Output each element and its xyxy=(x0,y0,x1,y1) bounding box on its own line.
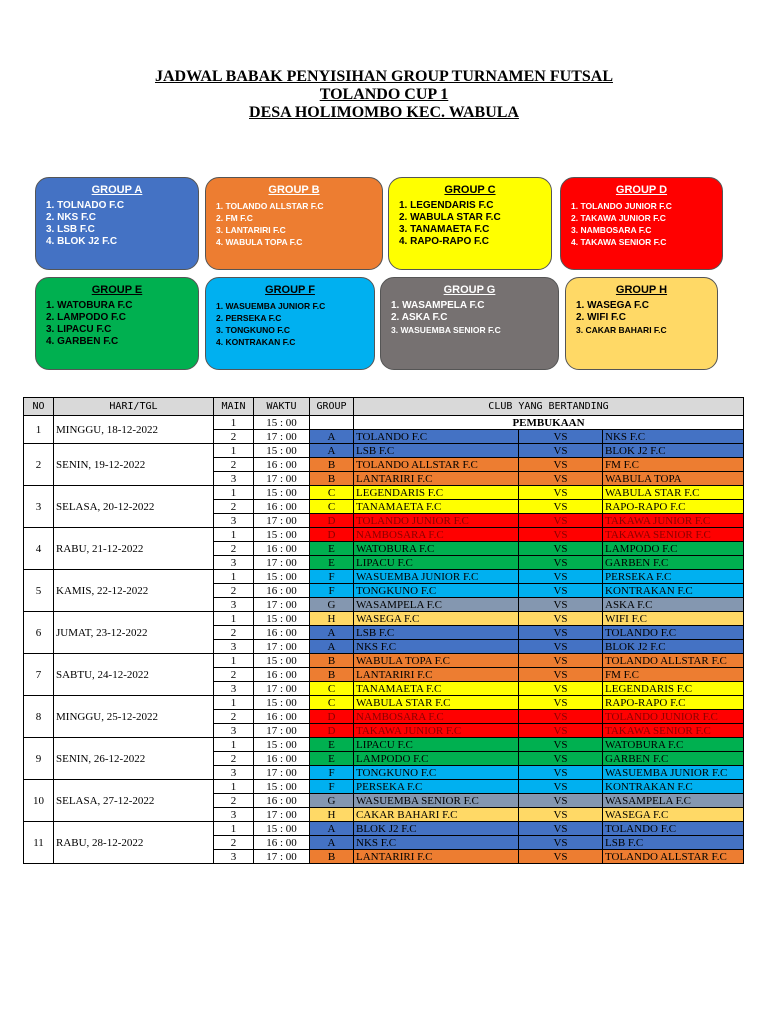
table-row xyxy=(24,444,744,458)
day-date: RABU, 28-12-2022 xyxy=(54,822,214,864)
away-team: WIFI F.C xyxy=(603,612,744,626)
table-row xyxy=(24,696,744,710)
vs-label: VS xyxy=(519,612,603,626)
match-group: G xyxy=(310,598,354,612)
vs-label: VS xyxy=(519,780,603,794)
group-g-box xyxy=(380,277,559,370)
home-team: TOLANDO JUNIOR F.C xyxy=(354,514,519,528)
day-number: 2 xyxy=(24,444,54,486)
away-team: ASKA F.C xyxy=(603,598,744,612)
group-team: 2. LAMPODO F.C xyxy=(46,312,127,323)
group-title: GROUP G xyxy=(443,284,496,296)
group-team: 2. PERSEKA F.C xyxy=(216,313,282,323)
home-team: PERSEKA F.C xyxy=(354,780,519,794)
away-team: KONTRAKAN F.C xyxy=(603,780,744,794)
match-number: 3 xyxy=(214,598,254,612)
header-main: MAIN xyxy=(214,398,254,416)
day-date: MINGGU, 18-12-2022 xyxy=(54,416,214,444)
match-time: 17 : 00 xyxy=(254,514,310,528)
match-group: G xyxy=(310,794,354,808)
away-team: TAKAWA SENIOR F.C xyxy=(603,528,744,542)
match-group: F xyxy=(310,570,354,584)
vs-label: VS xyxy=(519,836,603,850)
away-team: RAPO-RAPO F.C xyxy=(603,696,744,710)
home-team: TOLANDO F.C xyxy=(354,430,519,444)
header-date: HARI/TGL xyxy=(54,398,214,416)
vs-label: VS xyxy=(519,598,603,612)
vs-label: VS xyxy=(519,752,603,766)
match-group: E xyxy=(310,738,354,752)
table-row xyxy=(24,822,744,836)
group-team: 3. CAKAR BAHARI F.C xyxy=(576,325,667,335)
home-team: WASEGA F.C xyxy=(354,612,519,626)
match-number: 2 xyxy=(214,584,254,598)
day-date: SENIN, 19-12-2022 xyxy=(54,444,214,486)
away-team: TAKAWA JUNIOR F.C xyxy=(603,514,744,528)
vs-label: VS xyxy=(519,682,603,696)
day-date: RABU, 21-12-2022 xyxy=(54,528,214,570)
day-date: KAMIS, 22-12-2022 xyxy=(54,570,214,612)
away-team: RAPO-RAPO F.C xyxy=(603,500,744,514)
match-group: H xyxy=(310,612,354,626)
match-number: 3 xyxy=(214,850,254,864)
home-team: TANAMAETA F.C xyxy=(354,500,519,514)
vs-label: VS xyxy=(519,640,603,654)
day-date: MINGGU, 25-12-2022 xyxy=(54,696,214,738)
match-group: B xyxy=(310,472,354,486)
table-row xyxy=(24,528,744,542)
match-number: 1 xyxy=(214,738,254,752)
match-time: 16 : 00 xyxy=(254,752,310,766)
home-team: NKS F.C xyxy=(354,640,519,654)
table-header-row xyxy=(24,398,744,416)
away-team: LEGENDARIS F.C xyxy=(603,682,744,696)
group-team: 3. WASUEMBA SENIOR F.C xyxy=(391,325,501,335)
group-team: 2. FM F.C xyxy=(216,213,253,223)
match-time: 17 : 00 xyxy=(254,472,310,486)
match-group: B xyxy=(310,668,354,682)
match-number: 1 xyxy=(214,416,254,430)
group-team: 1. TOLANDO ALLSTAR F.C xyxy=(216,201,324,211)
group-title: GROUP D xyxy=(615,184,668,196)
vs-label: VS xyxy=(519,472,603,486)
group-team: 2. TAKAWA JUNIOR F.C xyxy=(571,213,666,223)
header-no: NO xyxy=(24,398,54,416)
match-number: 3 xyxy=(214,640,254,654)
day-date: JUMAT, 23-12-2022 xyxy=(54,612,214,654)
away-team: TOLANDO ALLSTAR F.C xyxy=(603,654,744,668)
group-title: GROUP E xyxy=(91,284,143,296)
home-team: LAMPODO F.C xyxy=(354,752,519,766)
opening-label: PEMBUKAAN xyxy=(354,416,744,430)
match-number: 1 xyxy=(214,486,254,500)
group-team: 2. WABULA STAR F.C xyxy=(399,212,501,223)
home-team: BLOK J2 F.C xyxy=(354,822,519,836)
match-number: 3 xyxy=(214,724,254,738)
match-group: F xyxy=(310,584,354,598)
table-row xyxy=(24,416,744,430)
home-team: TONGKUNO F.C xyxy=(354,584,519,598)
match-group: D xyxy=(310,710,354,724)
group-team: 1. WASUEMBA JUNIOR F.C xyxy=(216,301,326,311)
match-group: B xyxy=(310,850,354,864)
match-time: 17 : 00 xyxy=(254,850,310,864)
match-group: A xyxy=(310,444,354,458)
match-time: 17 : 00 xyxy=(254,724,310,738)
day-number: 1 xyxy=(24,416,54,444)
group-team: 3. TONGKUNO F.C xyxy=(216,325,290,335)
match-number: 1 xyxy=(214,528,254,542)
day-number: 4 xyxy=(24,528,54,570)
schedule-table xyxy=(23,397,744,864)
group-team: 3. LSB F.C xyxy=(46,224,95,235)
vs-label: VS xyxy=(519,724,603,738)
away-team: WASEGA F.C xyxy=(603,808,744,822)
day-number: 8 xyxy=(24,696,54,738)
match-group: D xyxy=(310,528,354,542)
match-group: C xyxy=(310,696,354,710)
vs-label: VS xyxy=(519,556,603,570)
match-number: 2 xyxy=(214,542,254,556)
match-time: 15 : 00 xyxy=(254,528,310,542)
match-group: B xyxy=(310,458,354,472)
day-number: 3 xyxy=(24,486,54,528)
match-group: E xyxy=(310,542,354,556)
match-time: 17 : 00 xyxy=(254,430,310,444)
match-number: 1 xyxy=(214,822,254,836)
vs-label: VS xyxy=(519,654,603,668)
away-team: TOLANDO F.C xyxy=(603,822,744,836)
match-number: 1 xyxy=(214,444,254,458)
away-team: FM F.C xyxy=(603,458,744,472)
title-line-1: JADWAL BABAK PENYISIHAN GROUP TURNAMEN FUTSAL xyxy=(155,68,613,85)
away-team: TOLANDO F.C xyxy=(603,626,744,640)
home-team: LIPACU F.C xyxy=(354,738,519,752)
home-team: TONGKUNO F.C xyxy=(354,766,519,780)
group-team: 4. KONTRAKAN F.C xyxy=(216,337,296,347)
group-team: 1. WASAMPELA F.C xyxy=(391,300,485,311)
match-group: A xyxy=(310,430,354,444)
match-number: 2 xyxy=(214,710,254,724)
match-time: 16 : 00 xyxy=(254,794,310,808)
away-team: WASUEMBA JUNIOR F.C xyxy=(603,766,744,780)
match-time: 15 : 00 xyxy=(254,822,310,836)
match-number: 1 xyxy=(214,654,254,668)
match-group: A xyxy=(310,836,354,850)
vs-label: VS xyxy=(519,794,603,808)
day-number: 10 xyxy=(24,780,54,822)
match-number: 3 xyxy=(214,808,254,822)
group-h-box xyxy=(565,277,718,370)
away-team: GARBEN F.C xyxy=(603,752,744,766)
vs-label: VS xyxy=(519,542,603,556)
home-team: LSB F.C xyxy=(354,626,519,640)
vs-label: VS xyxy=(519,458,603,472)
match-time: 16 : 00 xyxy=(254,668,310,682)
match-group: B xyxy=(310,654,354,668)
match-group: C xyxy=(310,486,354,500)
away-team: FM F.C xyxy=(603,668,744,682)
group-a-box xyxy=(35,177,199,270)
match-number: 2 xyxy=(214,430,254,444)
away-team: WABULA STAR F.C xyxy=(603,486,744,500)
away-team: GARBEN F.C xyxy=(603,556,744,570)
vs-label: VS xyxy=(519,738,603,752)
table-row xyxy=(24,486,744,500)
home-team: LANTARIRI F.C xyxy=(354,472,519,486)
home-team: NAMBOSARA F.C xyxy=(354,710,519,724)
match-group: E xyxy=(310,556,354,570)
group-team: 1. TOLANDO JUNIOR F.C xyxy=(571,201,672,211)
group-b-box xyxy=(205,177,383,270)
vs-label: VS xyxy=(519,430,603,444)
table-row xyxy=(24,654,744,668)
day-number: 6 xyxy=(24,612,54,654)
home-team: LANTARIRI F.C xyxy=(354,668,519,682)
table-row xyxy=(24,570,744,584)
match-time: 16 : 00 xyxy=(254,542,310,556)
day-date: SELASA, 20-12-2022 xyxy=(54,486,214,528)
group-team: 4. RAPO-RAPO F.C xyxy=(399,236,490,247)
home-team: LEGENDARIS F.C xyxy=(354,486,519,500)
vs-label: VS xyxy=(519,668,603,682)
group-team: 1. TOLNADO F.C xyxy=(46,200,125,211)
group-team: 2. NKS F.C xyxy=(46,212,97,223)
match-group: F xyxy=(310,766,354,780)
match-time: 15 : 00 xyxy=(254,654,310,668)
home-team: TOLANDO ALLSTAR F.C xyxy=(354,458,519,472)
match-time: 15 : 00 xyxy=(254,780,310,794)
home-team: WASUEMBA SENIOR F.C xyxy=(354,794,519,808)
match-time: 15 : 00 xyxy=(254,570,310,584)
match-number: 2 xyxy=(214,836,254,850)
home-team: WASAMPELA F.C xyxy=(354,598,519,612)
home-team: LIPACU F.C xyxy=(354,556,519,570)
match-time: 17 : 00 xyxy=(254,682,310,696)
group-f-box xyxy=(205,277,375,370)
group-team: 1. WATOBURA F.C xyxy=(46,300,133,311)
group-title: GROUP A xyxy=(91,184,143,196)
group-team: 2. WIFI F.C xyxy=(576,312,626,323)
group-title: GROUP B xyxy=(268,184,320,196)
table-row xyxy=(24,612,744,626)
group-team: 4. TAKAWA SENIOR F.C xyxy=(571,237,667,247)
home-team: NKS F.C xyxy=(354,836,519,850)
match-time: 15 : 00 xyxy=(254,486,310,500)
group-team: 4. BLOK J2 F.C xyxy=(46,236,118,247)
match-time: 17 : 00 xyxy=(254,598,310,612)
home-team: TANAMAETA F.C xyxy=(354,682,519,696)
group-team: 3. LIPACU F.C xyxy=(46,324,112,335)
table-row xyxy=(24,738,744,752)
match-number: 3 xyxy=(214,472,254,486)
schedule-body xyxy=(24,416,744,864)
match-number: 1 xyxy=(214,780,254,794)
away-team: WABULA TOPA xyxy=(603,472,744,486)
match-number: 2 xyxy=(214,626,254,640)
group-team: 3. LANTARIRI F.C xyxy=(216,225,286,235)
match-group: C xyxy=(310,500,354,514)
match-number: 3 xyxy=(214,514,254,528)
match-number: 1 xyxy=(214,570,254,584)
vs-label: VS xyxy=(519,584,603,598)
away-team: LSB F.C xyxy=(603,836,744,850)
group-team: 1. LEGENDARIS F.C xyxy=(399,200,494,211)
vs-label: VS xyxy=(519,486,603,500)
match-time: 17 : 00 xyxy=(254,556,310,570)
match-group: F xyxy=(310,780,354,794)
title-line-2: TOLANDO CUP 1 xyxy=(319,86,449,103)
home-team: TAKAWA JUNIOR F.C xyxy=(354,724,519,738)
match-time: 16 : 00 xyxy=(254,458,310,472)
match-time: 15 : 00 xyxy=(254,696,310,710)
vs-label: VS xyxy=(519,710,603,724)
vs-label: VS xyxy=(519,444,603,458)
group-c-box xyxy=(388,177,552,270)
vs-label: VS xyxy=(519,514,603,528)
match-time: 15 : 00 xyxy=(254,444,310,458)
match-time: 15 : 00 xyxy=(254,416,310,430)
home-team: CAKAR BAHARI F.C xyxy=(354,808,519,822)
match-time: 16 : 00 xyxy=(254,626,310,640)
match-group: A xyxy=(310,640,354,654)
vs-label: VS xyxy=(519,528,603,542)
day-number: 5 xyxy=(24,570,54,612)
away-team: NKS F.C xyxy=(603,430,744,444)
header-clubs: CLUB YANG BERTANDING xyxy=(354,398,744,416)
home-team: WASUEMBA JUNIOR F.C xyxy=(354,570,519,584)
header-time: WAKTU xyxy=(254,398,310,416)
away-team: TOLANDO ALLSTAR F.C xyxy=(603,850,744,864)
day-date: SENIN, 26-12-2022 xyxy=(54,738,214,780)
match-number: 3 xyxy=(214,682,254,696)
away-team: WATOBURA F.C xyxy=(603,738,744,752)
match-group: A xyxy=(310,822,354,836)
vs-label: VS xyxy=(519,808,603,822)
match-group: D xyxy=(310,724,354,738)
match-group: A xyxy=(310,626,354,640)
match-time: 15 : 00 xyxy=(254,612,310,626)
match-time: 15 : 00 xyxy=(254,738,310,752)
away-team: LAMPODO F.C xyxy=(603,542,744,556)
day-number: 9 xyxy=(24,738,54,780)
day-number: 11 xyxy=(24,822,54,864)
match-time: 16 : 00 xyxy=(254,710,310,724)
document-title xyxy=(0,68,768,122)
vs-label: VS xyxy=(519,822,603,836)
away-team: BLOK J2 F.C xyxy=(603,640,744,654)
header-group: GROUP xyxy=(310,398,354,416)
group-title: GROUP F xyxy=(265,284,315,296)
group-team: 2. ASKA F.C xyxy=(391,312,448,323)
away-team: BLOK J2 F.C xyxy=(603,444,744,458)
match-group xyxy=(310,416,354,430)
match-number: 2 xyxy=(214,794,254,808)
match-number: 2 xyxy=(214,458,254,472)
match-number: 3 xyxy=(214,766,254,780)
match-time: 16 : 00 xyxy=(254,500,310,514)
away-team: PERSEKA F.C xyxy=(603,570,744,584)
group-team: 3. NAMBOSARA F.C xyxy=(571,225,652,235)
group-title: GROUP C xyxy=(444,184,496,196)
day-date: SELASA, 27-12-2022 xyxy=(54,780,214,822)
match-number: 3 xyxy=(214,556,254,570)
match-time: 17 : 00 xyxy=(254,640,310,654)
match-number: 1 xyxy=(214,612,254,626)
home-team: WABULA STAR F.C xyxy=(354,696,519,710)
match-time: 17 : 00 xyxy=(254,808,310,822)
match-time: 16 : 00 xyxy=(254,584,310,598)
match-group: D xyxy=(310,514,354,528)
group-d-box xyxy=(560,177,723,270)
home-team: WATOBURA F.C xyxy=(354,542,519,556)
match-group: C xyxy=(310,682,354,696)
home-team: LSB F.C xyxy=(354,444,519,458)
match-group: E xyxy=(310,752,354,766)
vs-label: VS xyxy=(519,570,603,584)
group-team: 1. WASEGA F.C xyxy=(576,300,649,311)
day-date: SABTU, 24-12-2022 xyxy=(54,654,214,696)
table-row xyxy=(24,780,744,794)
vs-label: VS xyxy=(519,850,603,864)
away-team: TOLANDO JUNIOR F.C xyxy=(603,710,744,724)
title-line-3: DESA HOLIMOMBO KEC. WABULA xyxy=(249,104,519,121)
home-team: WABULA TOPA F.C xyxy=(354,654,519,668)
match-number: 1 xyxy=(214,696,254,710)
group-team: 4. WABULA TOPA F.C xyxy=(216,237,303,247)
vs-label: VS xyxy=(519,626,603,640)
vs-label: VS xyxy=(519,500,603,514)
home-team: NAMBOSARA F.C xyxy=(354,528,519,542)
match-time: 16 : 00 xyxy=(254,836,310,850)
day-number: 7 xyxy=(24,654,54,696)
group-e-box xyxy=(35,277,199,370)
vs-label: VS xyxy=(519,696,603,710)
group-title: GROUP H xyxy=(615,284,668,296)
match-number: 2 xyxy=(214,668,254,682)
match-time: 17 : 00 xyxy=(254,766,310,780)
vs-label: VS xyxy=(519,766,603,780)
match-number: 2 xyxy=(214,752,254,766)
group-team: 4. GARBEN F.C xyxy=(46,336,119,347)
away-team: TAKAWA SENIOR F.C xyxy=(603,724,744,738)
home-team: LANTARIRI F.C xyxy=(354,850,519,864)
away-team: KONTRAKAN F.C xyxy=(603,584,744,598)
match-number: 2 xyxy=(214,500,254,514)
away-team: WASAMPELA F.C xyxy=(603,794,744,808)
group-team: 3. TANAMAETA F.C xyxy=(399,224,490,235)
match-group: H xyxy=(310,808,354,822)
